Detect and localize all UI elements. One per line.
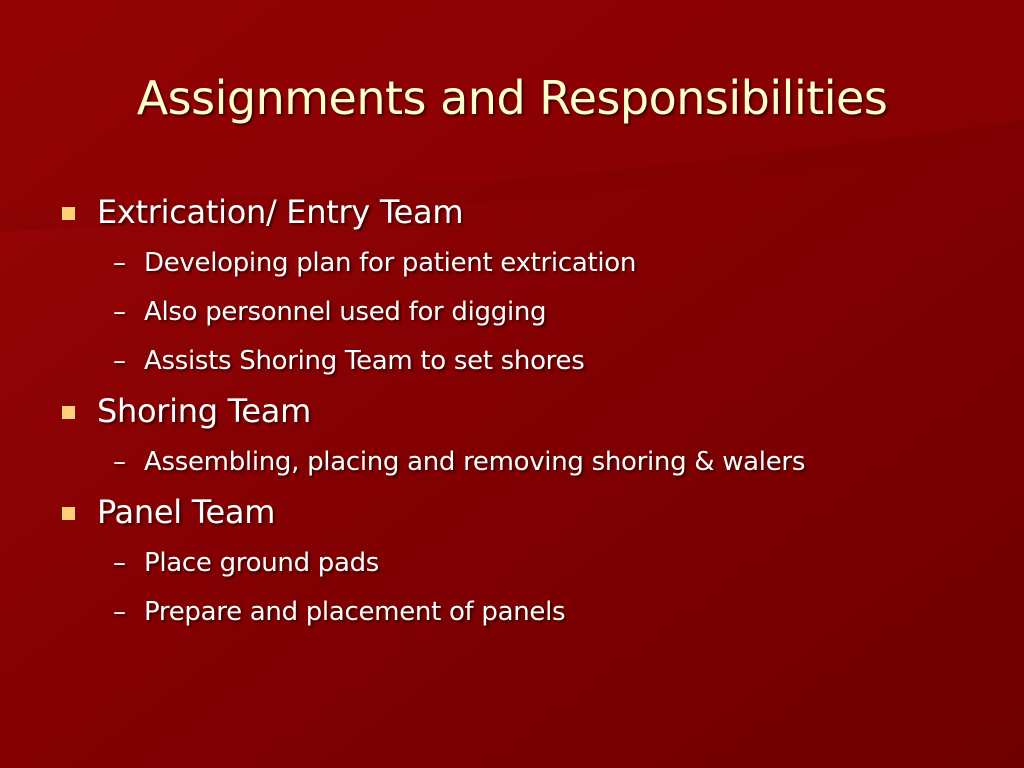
bullet-shoring-team xyxy=(62,385,992,486)
sub-bullet-text: Also personnel used for digging xyxy=(144,296,547,327)
dash-icon: – xyxy=(113,247,126,278)
bullet-label: Shoring Team xyxy=(97,392,311,430)
bullet-label: Panel Team xyxy=(97,493,276,531)
square-bullet-icon xyxy=(62,207,75,220)
bullet-list xyxy=(62,186,992,636)
sub-bullet-text: Prepare and placement of panels xyxy=(144,596,566,627)
sub-bullet xyxy=(62,238,992,287)
bullet-row xyxy=(62,385,992,437)
dash-icon: – xyxy=(113,596,126,627)
slide-title: Assignments and Responsibilities xyxy=(136,71,888,125)
bullet-extrication-team xyxy=(62,186,992,385)
sub-bullet-text: Assembling, placing and removing shoring & walers xyxy=(144,446,806,477)
sub-bullet xyxy=(62,437,992,486)
sub-bullet-text: Assists Shoring Team to set shores xyxy=(144,345,585,376)
bullet-row xyxy=(62,486,992,538)
sub-bullet-list xyxy=(62,437,992,486)
bullet-label: Extrication/ Entry Team xyxy=(97,193,464,231)
sub-bullet-text: Developing plan for patient extrication xyxy=(144,247,637,278)
sub-bullet xyxy=(62,538,992,587)
dash-icon: – xyxy=(113,547,126,578)
sub-bullet xyxy=(62,587,992,636)
dash-icon: – xyxy=(113,296,126,327)
sub-bullet-list xyxy=(62,238,992,385)
dash-icon: – xyxy=(113,345,126,376)
square-bullet-icon xyxy=(62,507,75,520)
bullet-row xyxy=(62,186,992,238)
sub-bullet-list xyxy=(62,538,992,636)
bullet-panel-team xyxy=(62,486,992,636)
sub-bullet-text: Place ground pads xyxy=(144,547,380,578)
square-bullet-icon xyxy=(62,406,75,419)
sub-bullet xyxy=(62,336,992,385)
dash-icon: – xyxy=(113,446,126,477)
sub-bullet xyxy=(62,287,992,336)
